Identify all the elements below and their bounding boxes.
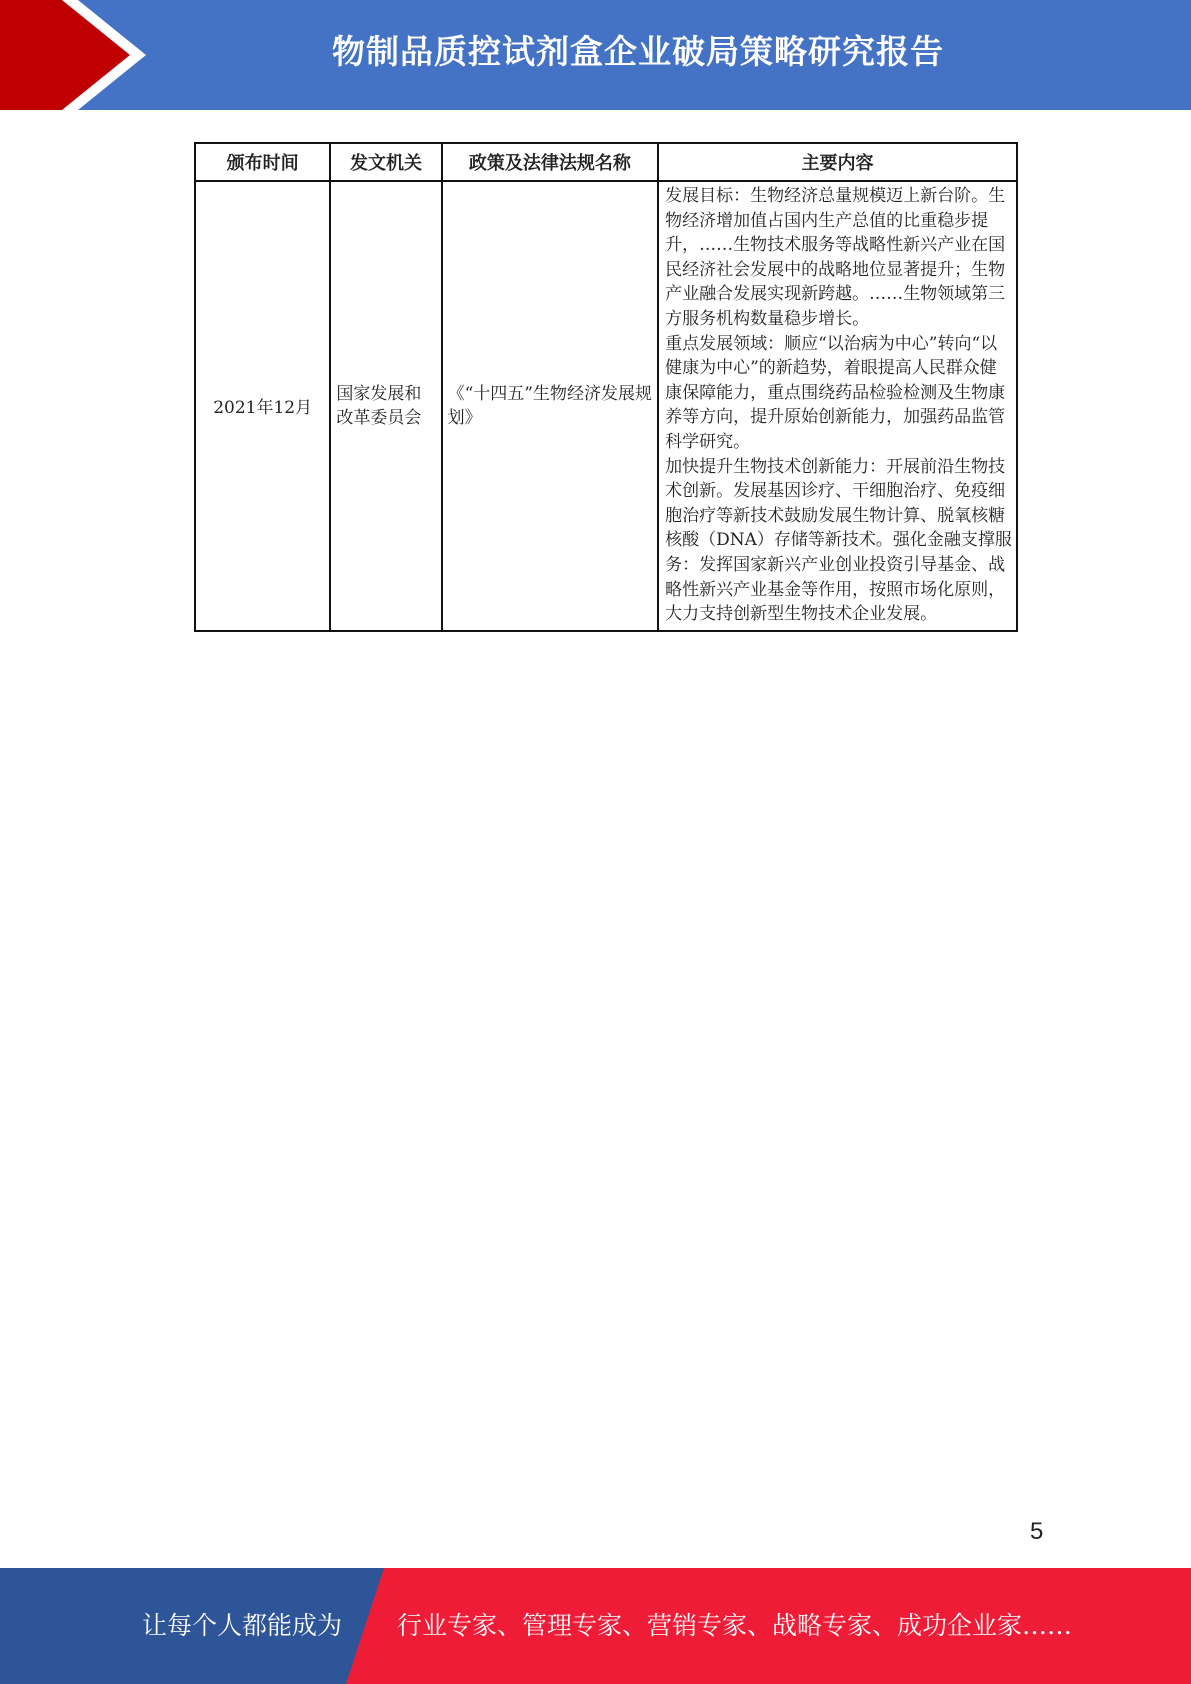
cell-policy-name: 《“十四五”生物经济发展规划》 xyxy=(442,181,659,631)
table-header-row xyxy=(195,143,1017,181)
footer-banner xyxy=(0,1568,1191,1684)
cell-issuer: 国家发展和改革委员会 xyxy=(330,181,441,631)
cell-date: 2021年12月 xyxy=(195,181,330,631)
header-banner xyxy=(0,0,1191,110)
footer-slogan-right: 行业专家、管理专家、营销专家、战略专家、成功企业家…… xyxy=(397,1611,1073,1640)
content-paragraph-innovation: 加快提升生物技术创新能力：开展前沿生物技术创新。发展基因诊疗、干细胞治疗、免疫细胞治疗等新技术鼓励发展生物计算、脱氧核糖核酸（DNA）存储等新技术。强化金融支撑服务：发挥国家新兴产业创业投资引导基金、战略性新兴产业基金等作用，按照市场化原则，大力支持创新型生物技术企业发展。 xyxy=(665,456,1012,625)
footer-slogan-left: 让每个人都能成为 xyxy=(142,1611,343,1640)
page-number: 5 xyxy=(1030,1518,1044,1545)
header-policy-name: 政策及法律法规名称 xyxy=(442,143,659,181)
red-chevron-decoration xyxy=(0,0,160,110)
table-row xyxy=(195,181,1017,631)
cell-content xyxy=(658,181,1017,631)
content-paragraph-goals: 发展目标：生物经济总量规模迈上新台阶。生物经济增加值占国内生产总值的比重稳步提升，……生物技术服务等战略性新兴产业在国民经济社会发展中的战略地位显著提升；生物产业融合发展实现新跨越。……生物领域第三方服务机构数量稳步增长。 xyxy=(665,186,1006,329)
header-content: 主要内容 xyxy=(658,143,1017,181)
report-title: 物制品质控试剂盒企业破局策略研究报告 xyxy=(332,32,944,71)
content-paragraph-key-areas: 重点发展领域：顺应“以治病为中心”转向“以健康为中心”的新趋势，着眼提高人民群众健康保障能力，重点围绕药品检验检测及生物康养等方向，提升原始创新能力，加强药品监管科学研究。 xyxy=(665,333,1006,452)
policy-table xyxy=(194,142,1018,632)
header-issuer: 发文机关 xyxy=(330,143,441,181)
header-date: 颁布时间 xyxy=(195,143,330,181)
